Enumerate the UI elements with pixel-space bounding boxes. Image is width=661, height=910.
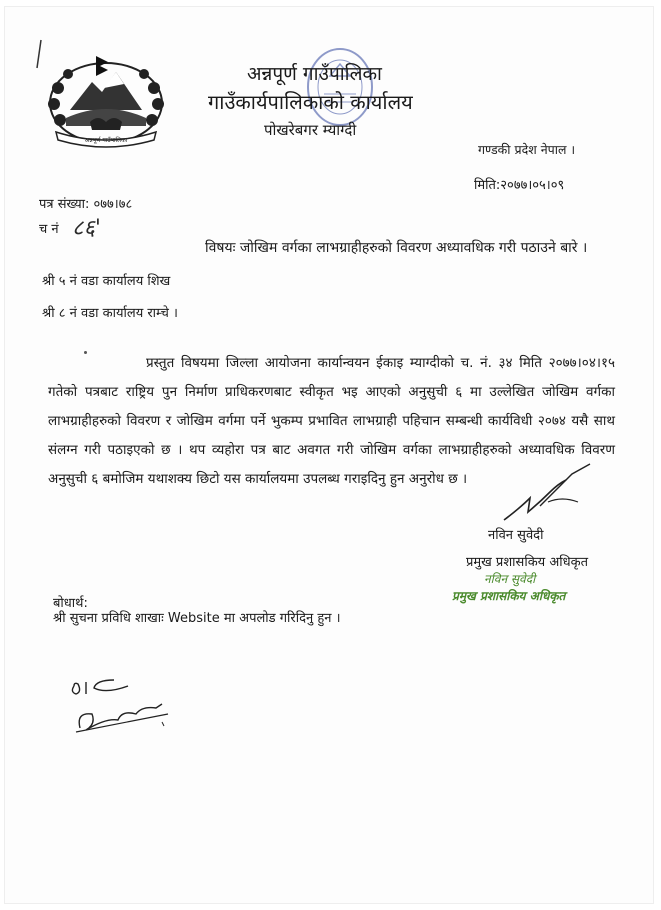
reference-number: पत्र संख्या: ०७७।७८ <box>39 197 133 212</box>
office-name: गाउँकार्यपालिकाको कार्यालय <box>208 90 413 114</box>
signatory-stamp-name: नविन सुवेदी <box>484 572 536 586</box>
signatory-stamp-title: प्रमुख प्रशासकिय अधिकृत <box>452 589 566 603</box>
province-line: गण्डकी प्रदेश नेपाल । <box>478 142 576 157</box>
cc-text: श्री सुचना प्रविधि शाखाः Website मा अपलोड गरिदिनु हुन । <box>53 611 341 626</box>
handwritten-initials <box>66 674 186 744</box>
signatory-title: प्रमुख प्रशासकिय अधिकृत <box>466 555 589 570</box>
municipality-name: अन्नपूर्ण गाउँपालिका <box>247 63 382 85</box>
letter-page <box>4 6 654 904</box>
dispatch-number-handwritten: ८६' <box>72 216 101 241</box>
recipient-line: श्री ८ नं वडा कार्यालय राम्चे । <box>42 306 178 321</box>
letter-subject: विषयः जोखिम वर्गका लाभग्राहीहरुको विवरण अध्यावधिक गरी पठाउने बारे । <box>205 240 588 256</box>
nepal-emblem-logo <box>42 48 170 148</box>
cc-label: बोधार्थ: <box>53 596 88 611</box>
dispatch-label: च नं <box>39 222 59 237</box>
office-address: पोखरेबगर म्याग्दी <box>264 121 357 139</box>
office-round-stamp <box>304 46 376 128</box>
recipient-line: श्री ५ नं वडा कार्यालय शिख <box>42 274 171 289</box>
letter-date: मिति:२०७७।०५।०९ <box>474 178 565 193</box>
handwritten-signature <box>500 462 596 524</box>
letter-body: प्रस्तुत विषयमा जिल्ला आयोजना कार्यान्वयन ईकाइ म्याग्दीको च. नं. ३४ मिति २०७७।०४।१५ गतेको पत्रबाट राष्ट्रिय पुन निर्माण प्राधिकरणबाट स्वीकृत भइ आएको अनुसुची ६ मा उल्लेखित जोखिम वर्गका लाभग्राहीहरुको विवरण र जोखिम वर्गमा पर्ने भुकम्प प्रभावित लाभग्राही पहिचान सम्बन्धी कार्यविधी २०७४ यसै साथ संलग्न गरी पठाइएको छ । थप व्यहोरा पत्र बाट अवगत गरी जोखिम वर्गका लाभग्राहीहरुको अध्यावधिक विवरण अनुसुची ६ बमोजिम यथाशक्य छिटो यस कार्यालयमा उपलब्ध गराइदिनु हुन अनुरोध छ । <box>48 355 615 487</box>
emblem-ribbon-text: अन्नपूर्ण गाउँपालिका <box>84 137 128 144</box>
signatory-name: नविन सुवेदी <box>488 528 544 543</box>
